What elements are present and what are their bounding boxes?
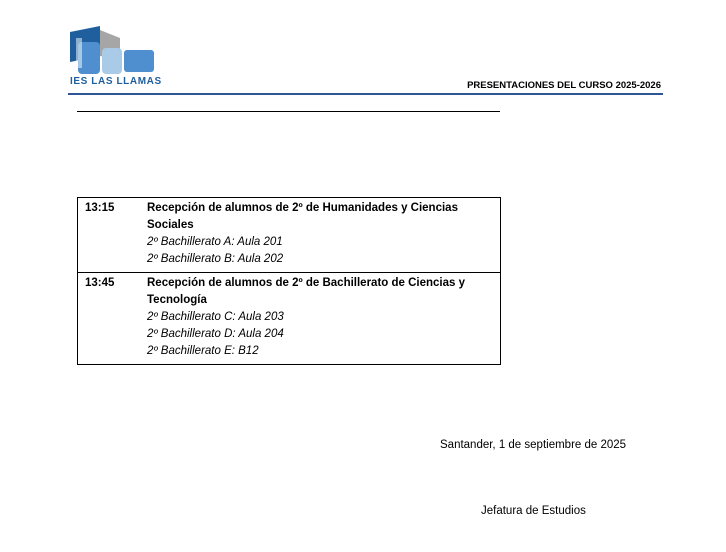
classroom-assignment: 2º Bachillerato B: Aula 202 xyxy=(147,253,284,265)
classroom-assignment: 2º Bachillerato A: Aula 201 xyxy=(147,236,283,248)
schedule-description xyxy=(138,273,501,365)
schedule-row-title: Recepción de alumnos de 2º de Bachillerato de Ciencias y Tecnología xyxy=(147,277,466,306)
schedule-row xyxy=(78,273,501,365)
divider-line xyxy=(77,111,500,112)
header-rule xyxy=(68,93,663,95)
place-date: Santander, 1 de septiembre de 2025 xyxy=(440,439,627,451)
schedule-row xyxy=(78,198,501,273)
schedule-table xyxy=(77,197,501,365)
schedule-row-title: Recepción de alumnos de 2º de Humanidades y Ciencias Sociales xyxy=(147,202,458,231)
schedule-time: 13:15 xyxy=(78,198,139,273)
schedule-time: 13:45 xyxy=(78,273,139,365)
document-title: PRESENTACIONES DEL CURSO 2025-2026 xyxy=(467,80,661,91)
classroom-assignment: 2º Bachillerato C: Aula 203 xyxy=(147,311,284,323)
classroom-assignment: 2º Bachillerato D: Aula 204 xyxy=(147,328,284,340)
signature: Jefatura de Estudios xyxy=(481,505,586,517)
schedule-description xyxy=(138,198,501,273)
school-name: IES LAS LLAMAS xyxy=(70,76,162,87)
school-logo-icon xyxy=(68,26,158,74)
classroom-assignment: 2º Bachillerato E: B12 xyxy=(147,345,259,357)
